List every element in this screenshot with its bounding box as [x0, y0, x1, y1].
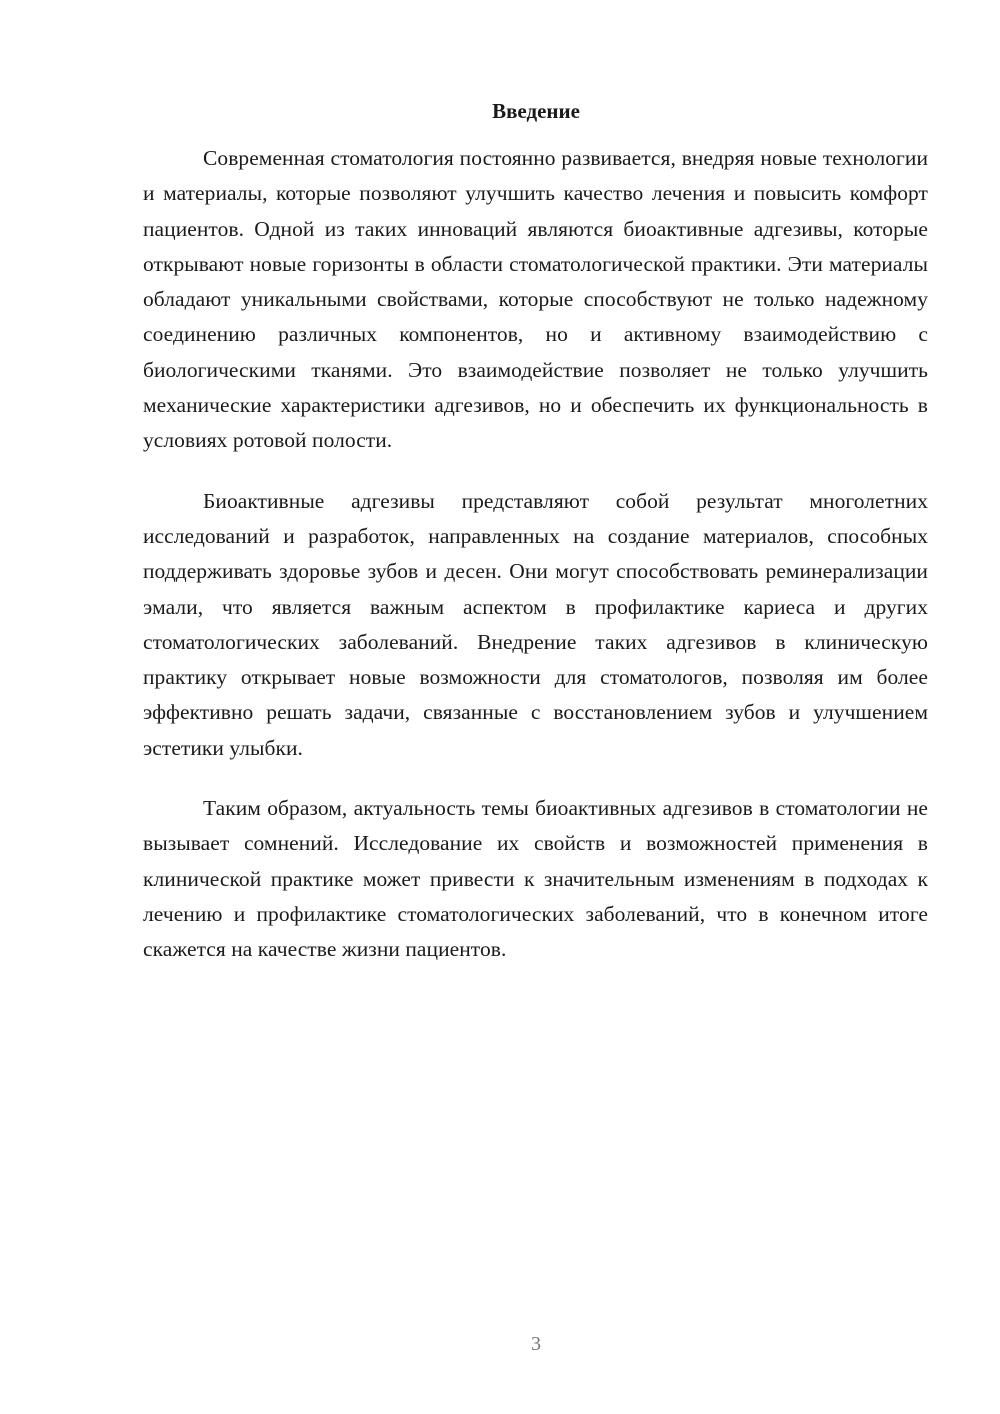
paragraph-1: Современная стоматология постоянно развивается, внедряя новые технологии и материалы, которые позволяют улучшить качество лечения и повысить комфорт пациентов. Одной из таких инноваций являются биоактивные адгезивы, которые открывают новые горизонты в области стоматологической практики. Эти материалы обладают уникальными свойствами, которые способствуют не только надежному соединению различных компонентов, но и активному взаимодействию с биологическими тканями. Это взаимодействие позволяет не только улучшить механические характеристики адгезивов, но и обеспечить их функциональность в условиях ротовой полости. [143, 146, 928, 453]
body-text [143, 141, 928, 993]
section-title-text: Введение [492, 99, 580, 123]
paragraph-3: Таким образом, актуальность темы биоактивных адгезивов в стоматологии не вызывает сомнений. Исследование их свойств и возможностей применения в клинической практике может привести к значительным изменениям в подходах к лечению и профилактике стоматологических заболеваний, что в конечном итоге скажется на качестве жизни пациентов. [143, 796, 928, 962]
page-number-text: 3 [531, 1333, 541, 1355]
page-number [0, 1333, 1000, 1356]
section-title [0, 96, 1000, 126]
paragraph-2: Биоактивные адгезивы представляют собой результат многолетних исследований и разработок, направленных на создание материалов, способных поддерживать здоровье зубов и десен. Они могут способствовать реминерализации эмали, что является важным аспектом в профилактике кариеса и других стоматологических заболеваний. Внедрение таких адгезивов в клиническую практику открывает новые возможности для стоматологов, позволяя им более эффективно решать задачи, связанные с восстановлением зубов и улучшением эстетики улыбки. [143, 488, 928, 760]
